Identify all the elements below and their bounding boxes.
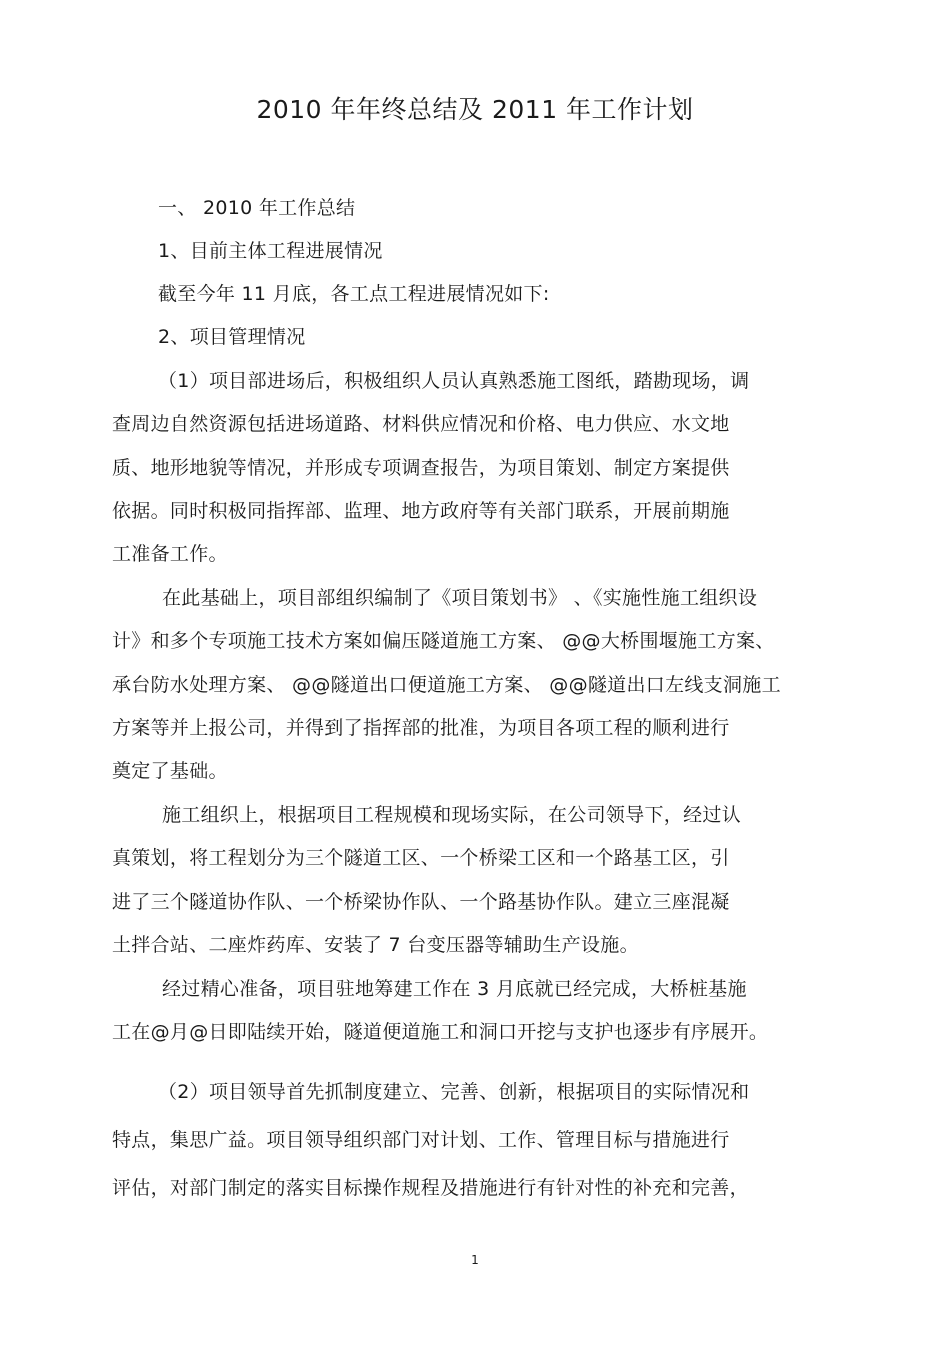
paragraph-line: 在此基础上，项目部组织编制了《项目策划书》 、《实施性施工组织设 xyxy=(162,587,758,609)
subsection-heading-1: 1、目前主体工程进展情况 xyxy=(158,240,383,262)
paragraph-line: 依据。同时积极同指挥部、监理、地方政府等有关部门联系，开展前期施 xyxy=(112,500,730,522)
paragraph-line: 施工组织上，根据项目工程规模和现场实际，在公司领导下，经过认 xyxy=(162,804,742,826)
paragraph-line: 奠定了基础。 xyxy=(112,760,228,782)
document-title: 2010 年年终总结及 2011 年工作计划 xyxy=(256,95,694,124)
paragraph-line: 查周边自然资源包括进场道路、材料供应情况和价格、电力供应、水文地 xyxy=(112,413,730,435)
paragraph-line: 承台防水处理方案、 @@隧道出口便道施工方案、 @@隧道出口左线支洞施工 xyxy=(112,674,781,696)
paragraph-line: 经过精心准备，项目驻地筹建工作在 3 月底就已经完成，大桥桩基施 xyxy=(162,978,747,1000)
page-number: 1 xyxy=(471,1253,479,1267)
paragraph-line: 计》和多个专项施工技术方案如偏压隧道施工方案、 @@大桥围堰施工方案、 xyxy=(112,630,775,652)
paragraph-line: 评估，对部门制定的落实目标操作规程及措施进行有针对性的补充和完善， xyxy=(112,1177,749,1199)
paragraph-line: 工准备工作。 xyxy=(112,543,228,565)
section-heading-1: 一、 2010 年工作总结 xyxy=(158,197,356,219)
paragraph-line: 特点，集思广益。项目领导组织部门对计划、工作、管理目标与措施进行 xyxy=(112,1129,730,1151)
paragraph-line: 截至今年 11 月底，各工点工程进展情况如下: xyxy=(158,283,550,305)
paragraph-line: （2）项目领导首先抓制度建立、完善、创新，根据项目的实际情况和 xyxy=(158,1081,750,1103)
paragraph-line: 土拌合站、二座炸药库、安装了 7 台变压器等辅助生产设施。 xyxy=(112,934,639,956)
paragraph-line: 方案等并上报公司，并得到了指挥部的批准，为项目各项工程的顺利进行 xyxy=(112,717,730,739)
paragraph-line: 工在@月@日即陆续开始，隧道便道施工和洞口开挖与支护也逐步有序展开。 xyxy=(112,1021,769,1043)
paragraph-line: 真策划，将工程划分为三个隧道工区、一个桥梁工区和一个路基工区，引 xyxy=(112,847,730,869)
paragraph-line: 进了三个隧道协作队、一个桥梁协作队、一个路基协作队。建立三座混凝 xyxy=(112,891,730,913)
subsection-heading-2: 2、项目管理情况 xyxy=(158,326,306,348)
paragraph-line: （1）项目部进场后，积极组织人员认真熟悉施工图纸，踏勘现场，调 xyxy=(158,370,750,392)
paragraph-line: 质、地形地貌等情况，并形成专项调查报告，为项目策划、制定方案提供 xyxy=(112,457,730,479)
